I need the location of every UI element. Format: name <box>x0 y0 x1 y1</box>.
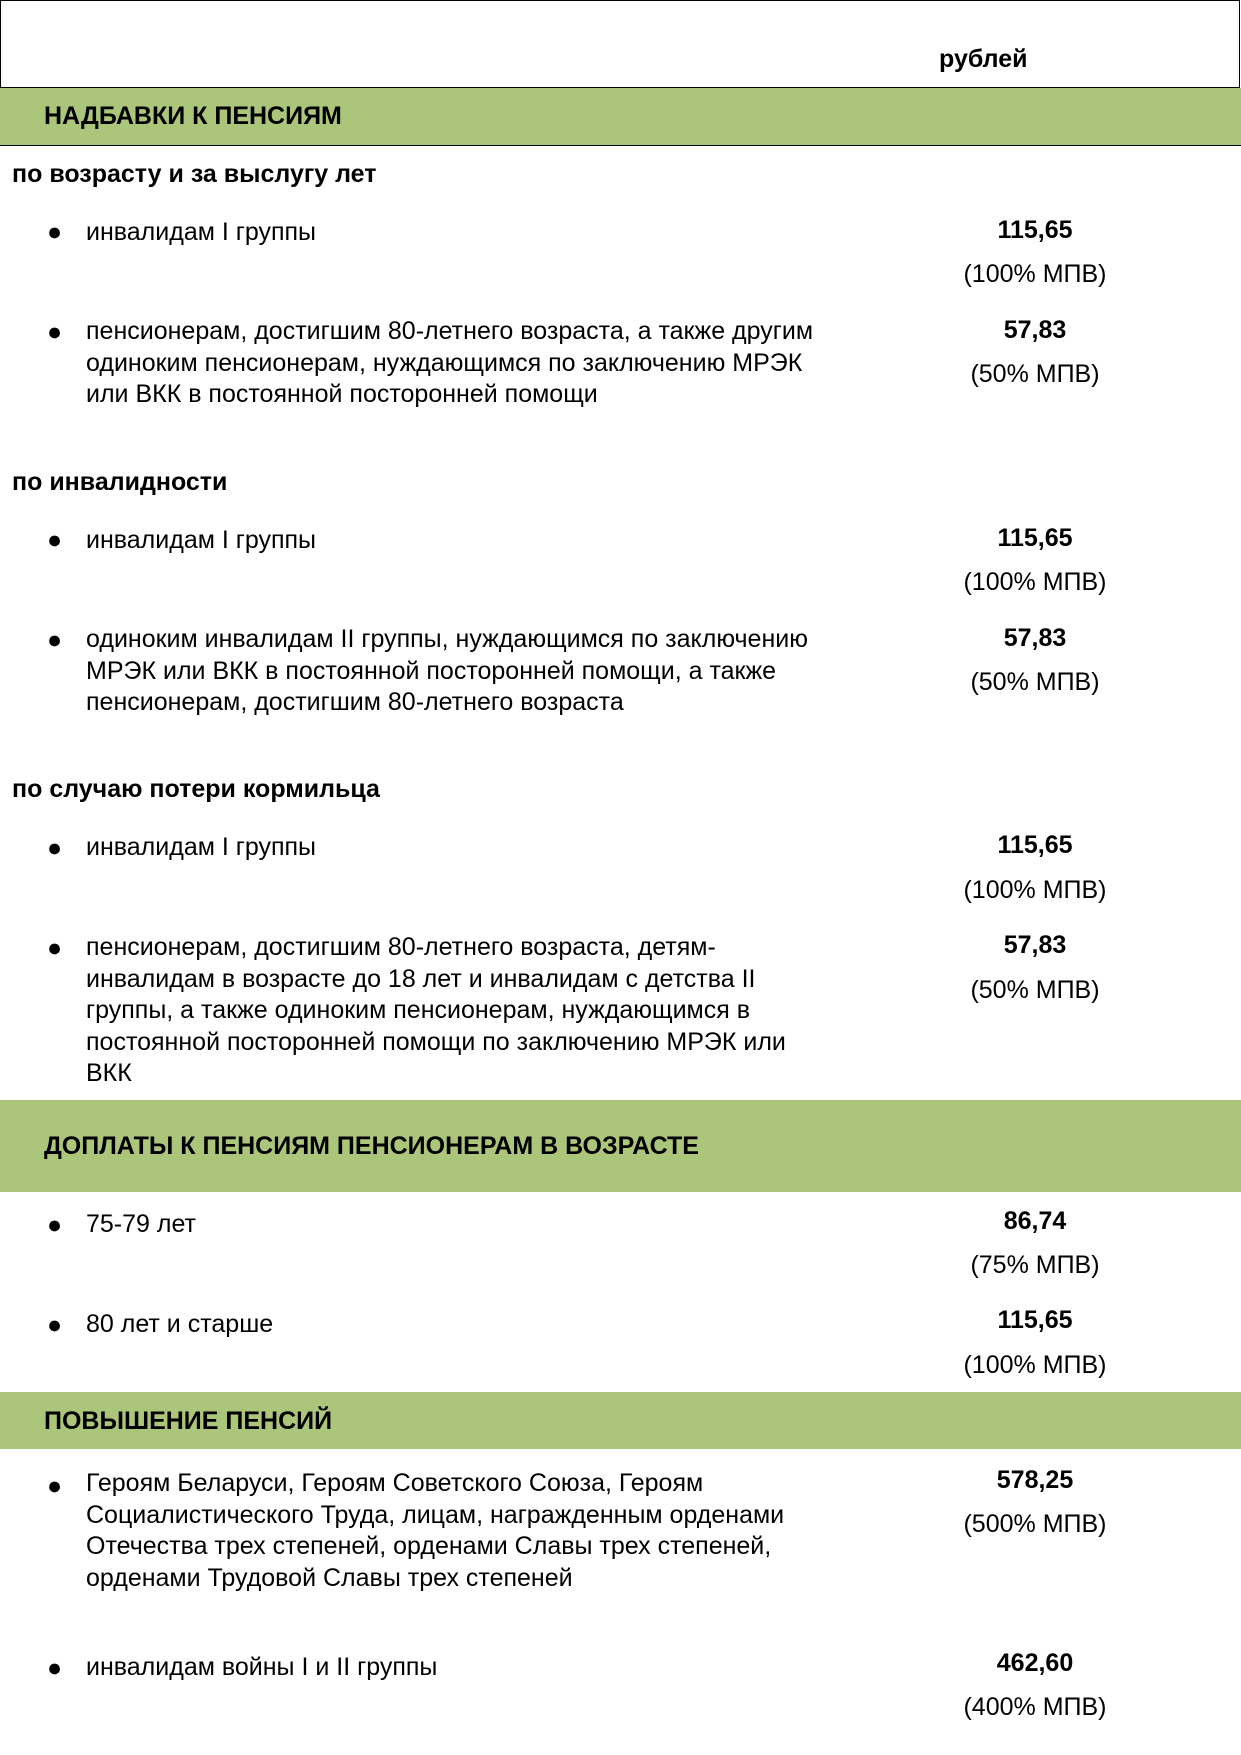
item-text: инвалидам I группы <box>86 526 317 554</box>
item-amount: 115,65 <box>997 831 1073 859</box>
bullet-icon: ● <box>47 1472 63 1500</box>
bullet-icon: ● <box>47 1311 63 1339</box>
item-percent: (50% МПВ) <box>970 976 1100 1004</box>
item-text: инвалидам войны I и II группы <box>86 1653 438 1681</box>
item-text: 80 лет и старше <box>86 1310 274 1338</box>
item-amount: 115,65 <box>997 216 1073 244</box>
item-text: инвалидам I группы <box>86 218 317 246</box>
bullet-icon: ● <box>47 318 63 346</box>
item-amount: 115,65 <box>997 1306 1073 1334</box>
item-percent: (100% МПВ) <box>963 568 1107 596</box>
bullet-icon: ● <box>47 526 63 554</box>
item-percent: (50% МПВ) <box>970 360 1100 388</box>
header-box <box>0 0 1240 88</box>
bullet-icon: ● <box>47 1654 63 1682</box>
item-amount: 462,60 <box>996 1649 1074 1677</box>
item-text: 75-79 лет <box>86 1210 196 1238</box>
item-amount: 115,65 <box>997 524 1073 552</box>
item-percent: (50% МПВ) <box>970 668 1100 696</box>
item-amount: 57,83 <box>1003 316 1067 344</box>
group-subtitle: по случаю потери кормильца <box>12 775 380 803</box>
item-percent: (500% МПВ) <box>963 1510 1107 1538</box>
item-percent: (75% МПВ) <box>970 1251 1100 1279</box>
item-percent: (100% МПВ) <box>963 1351 1107 1379</box>
item-percent: (100% МПВ) <box>963 876 1107 904</box>
item-amount: 57,83 <box>1003 624 1067 652</box>
item-amount: 57,83 <box>1003 931 1067 959</box>
bullet-icon: ● <box>47 626 63 654</box>
bullet-icon: ● <box>47 1211 63 1239</box>
item-text: инвалидам I группы <box>86 833 317 861</box>
bullet-icon: ● <box>47 218 63 246</box>
item-text: пенсионерам, достигшим 80-летнего возраста, а также другим одиноким пенсионерам, нуждающимся по заключению МРЭК или ВКК в постоянной посторонней помощи <box>86 317 814 408</box>
group-subtitle: по возрасту и за выслугу лет <box>12 160 377 188</box>
section-title: ПОВЫШЕНИЕ ПЕНСИЙ <box>44 1407 333 1435</box>
bullet-icon: ● <box>47 834 63 862</box>
item-percent: (100% МПВ) <box>963 260 1107 288</box>
item-amount: 86,74 <box>1003 1207 1067 1235</box>
item-amount: 578,25 <box>996 1466 1074 1494</box>
section-band-allowances <box>0 88 1241 146</box>
section-band-increases <box>0 1392 1241 1449</box>
bullet-icon: ● <box>47 934 63 962</box>
section-title: НАДБАВКИ К ПЕНСИЯМ <box>44 102 342 130</box>
item-percent: (400% МПВ) <box>963 1693 1107 1721</box>
item-text: одиноким инвалидам II группы, нуждающимся по заключению МРЭК или ВКК в постоянной посторонней помощи, а также пенсионерам, достигшим 80-летнего возраста <box>86 625 808 716</box>
section-band-supplements <box>0 1100 1241 1192</box>
section-title: ДОПЛАТЫ К ПЕНСИЯМ ПЕНСИОНЕРАМ В ВОЗРАСТЕ <box>44 1132 699 1160</box>
item-text: Героям Беларуси, Героям Советского Союза, Героям Социалистического Труда, лицам, награжденным орденами Отечества трех степеней, орденами Славы трех степеней, орденами Трудовой Славы трех степеней <box>86 1469 785 1592</box>
unit-label: рублей <box>939 45 1028 73</box>
item-text: пенсионерам, достигшим 80-летнего возраста, детям-инвалидам в возрасте до 18 лет и инвалидам с детства II группы, а также одиноким пенсионерам, нуждающимся в постоянной посторонней помощи по заключению МРЭК или ВКК <box>86 933 786 1087</box>
group-subtitle: по инвалидности <box>12 468 228 496</box>
